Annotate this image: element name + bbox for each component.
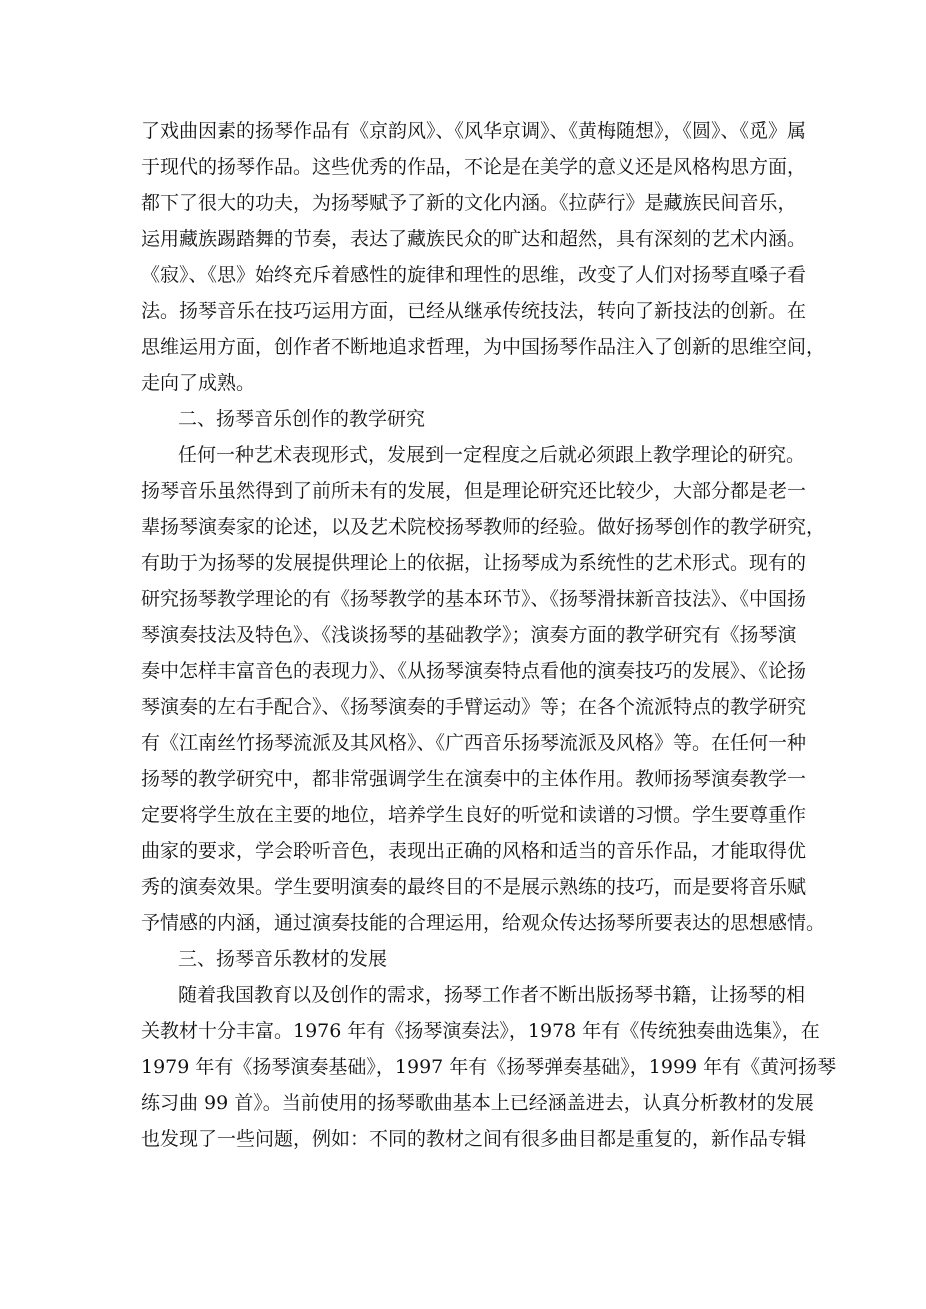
text-line: 关教材十分丰富。1976 年有《扬琴演奏法》，1978 年有《传统独奏曲选集》，在: [141, 1020, 820, 1042]
text-line: 予情感的内涵，通过演奏技能的合理运用，给观众传达扬琴所要表达的思想感情。: [141, 912, 826, 934]
text-line: 思维运用方面，创作者不断地追求哲理，为中国扬琴作品注入了创新的思维空间，: [141, 336, 826, 358]
text-line: 定要将学生放在主要的地位，培养学生良好的听觉和读谱的习惯。学生要尊重作: [141, 804, 807, 826]
text-line: 走向了成熟。: [141, 372, 256, 394]
text-line: 都下了很大的功夫，为扬琴赋予了新的文化内涵。《拉萨行》是藏族民间音乐，: [141, 192, 797, 214]
text-line: 扬琴的教学研究中，都非常强调学生在演奏中的主体作用。教师扬琴演奏教学一: [141, 768, 807, 790]
text-line: 任何一种艺术表现形式，发展到一定程度之后就必须跟上教学理论的研究。: [178, 444, 806, 466]
text-line: 于现代的扬琴作品。这些优秀的作品，不论是在美学的意义还是风格构思方面，: [141, 156, 807, 178]
section-heading: 二、扬琴音乐创作的教学研究: [178, 408, 426, 430]
text-line: 琴演奏的左右手配合》、《扬琴演奏的手臂运动》等；在各个流派特点的教学研究: [141, 696, 807, 718]
text-line: 随着我国教育以及创作的需求，扬琴工作者不断出版扬琴书籍，让扬琴的相: [178, 984, 806, 1006]
text-line: 法。扬琴音乐在技巧运用方面，已经从继承传统技法，转向了新技法的创新。在: [141, 300, 807, 322]
text-line: 曲家的要求，学会聆听音色，表现出正确的风格和适当的音乐作品，才能取得优: [141, 840, 807, 862]
text-line: 辈扬琴演奏家的论述，以及艺术院校扬琴教师的经验。做好扬琴创作的教学研究，: [141, 516, 826, 538]
text-line: 奏中怎样丰富音色的表现力》、《从扬琴演奏特点看他的演奏技巧的发展》、《论扬: [141, 660, 807, 682]
text-line: 有助于为扬琴的发展提供理论上的依据，让扬琴成为系统性的艺术形式。现有的: [141, 552, 807, 574]
text-line: 有《江南丝竹扬琴流派及其风格》、《广西音乐扬琴流派及风格》等。在任何一种: [141, 732, 807, 754]
text-line: 研究扬琴教学理论的有《扬琴教学的基本环节》、《扬琴滑抹新音技法》、《中国扬: [141, 588, 807, 610]
text-line: 也发现了一些问题，例如：不同的教材之间有很多曲目都是重复的，新作品专辑: [141, 1128, 807, 1150]
text-line: 扬琴音乐虽然得到了前所未有的发展，但是理论研究还比较少，大部分都是老一: [141, 480, 807, 502]
text-line: 秀的演奏效果。学生要明演奏的最终目的不是展示熟练的技巧，而是要将音乐赋: [141, 876, 807, 898]
text-line: 了戏曲因素的扬琴作品有《京韵风》、《风华京调》、《黄梅随想》，《圆》、《觅》属: [141, 120, 807, 142]
section-heading: 三、扬琴音乐教材的发展: [178, 948, 388, 970]
text-line: 运用藏族踢踏舞的节奏，表达了藏族民众的旷达和超然，具有深刻的艺术内涵。: [141, 228, 807, 250]
text-line: 《寂》、《思》始终充斥着感性的旋律和理性的思维，改变了人们对扬琴直嗓子看: [141, 264, 807, 286]
text-line: 琴演奏技法及特色》、《浅谈扬琴的基础教学》；演奏方面的教学研究有《扬琴演: [141, 624, 797, 646]
text-line: 1979 年有《扬琴演奏基础》，1997 年有《扬琴弹奏基础》，1999 年有《黄河扬琴: [141, 1056, 837, 1078]
text-line: 练习曲 99 首》。当前使用的扬琴歌曲基本上已经涵盖进去，认真分析教材的发展: [141, 1092, 814, 1114]
